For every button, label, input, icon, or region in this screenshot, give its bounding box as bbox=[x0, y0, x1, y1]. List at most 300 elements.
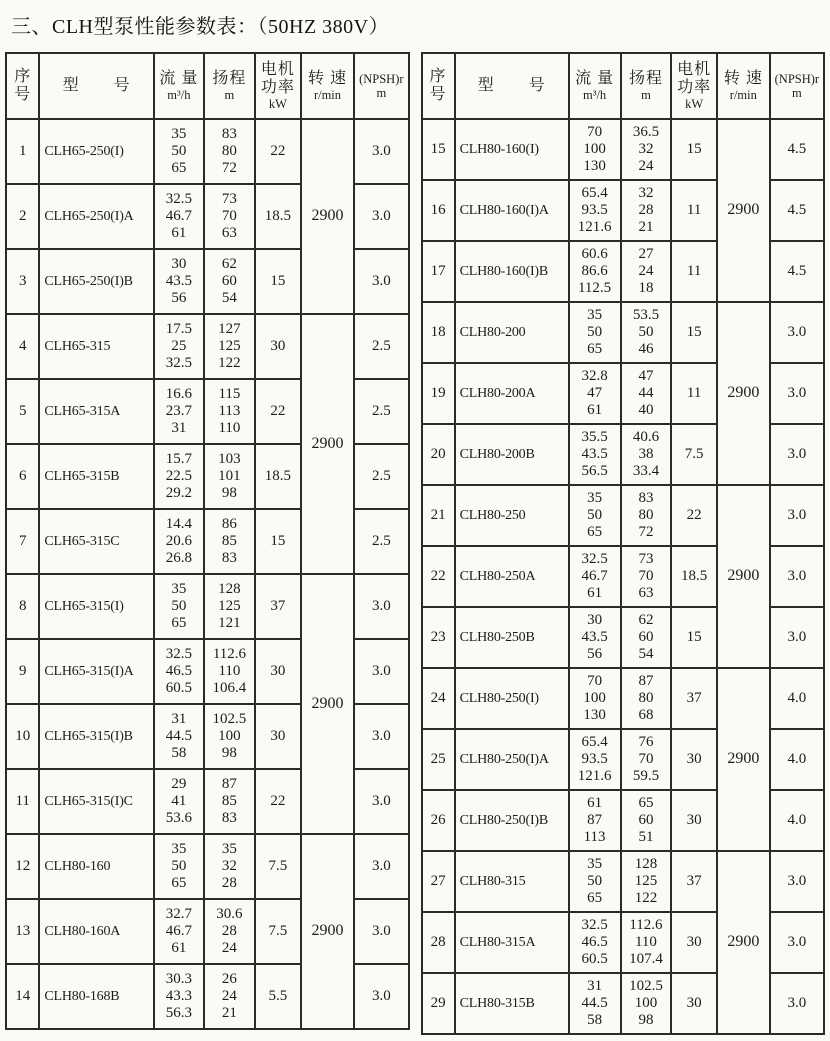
cell-no: 15 bbox=[422, 119, 455, 180]
cell-no: 1 bbox=[6, 119, 39, 184]
header-text: r/min bbox=[729, 87, 757, 102]
value-line: 50 bbox=[587, 323, 603, 340]
value-line: 32 bbox=[638, 184, 654, 201]
cell-head bbox=[204, 444, 255, 509]
cell-flow bbox=[154, 704, 204, 769]
cell-power: 22 bbox=[255, 379, 301, 444]
value-line: 60 bbox=[638, 628, 654, 645]
value-line: 15.7 bbox=[165, 450, 192, 467]
table-row bbox=[6, 314, 409, 379]
cell-flow bbox=[569, 546, 621, 607]
column-header-no bbox=[422, 53, 455, 119]
value-line: 130 bbox=[583, 158, 606, 175]
header-text: 电机 bbox=[677, 60, 712, 78]
value-line: 102.5 bbox=[212, 710, 247, 727]
cell-no: 10 bbox=[6, 704, 39, 769]
cell-flow bbox=[154, 574, 204, 639]
value-line: 70 bbox=[638, 567, 654, 584]
cell-flow bbox=[154, 249, 204, 314]
cell-model: CLH80-315B bbox=[455, 973, 569, 1034]
value-line: 32.5 bbox=[165, 645, 192, 662]
cell-model: CLH80-168B bbox=[39, 964, 153, 1029]
cell-npsh: 3.0 bbox=[770, 363, 824, 424]
value-line: 18 bbox=[638, 280, 654, 297]
value-line: 35 bbox=[221, 840, 237, 857]
cell-npsh: 3.0 bbox=[354, 574, 408, 639]
cell-power: 30 bbox=[255, 704, 301, 769]
value-line: 65 bbox=[587, 890, 603, 907]
header-row bbox=[422, 53, 825, 119]
cell-head bbox=[204, 509, 255, 574]
header-text: 功率 bbox=[677, 78, 712, 96]
header-text: r/min bbox=[313, 87, 342, 102]
cell-npsh: 4.5 bbox=[770, 180, 824, 241]
value-line: 70 bbox=[638, 750, 654, 767]
value-line: 32.7 bbox=[165, 905, 192, 922]
value-line: 44.5 bbox=[581, 994, 608, 1011]
cell-model: CLH80-200B bbox=[455, 424, 569, 485]
table-row bbox=[422, 851, 825, 912]
value-line: 83 bbox=[638, 489, 654, 506]
column-header-speed bbox=[301, 53, 354, 119]
value-line: 46 bbox=[638, 341, 654, 358]
value-line: 121 bbox=[218, 615, 241, 632]
value-line: 93.5 bbox=[581, 750, 608, 767]
value-line: 35 bbox=[587, 306, 603, 323]
value-line: 47 bbox=[587, 384, 603, 401]
cell-flow bbox=[154, 314, 204, 379]
cell-no: 6 bbox=[6, 444, 39, 509]
table-row bbox=[422, 485, 825, 546]
value-line: 29 bbox=[171, 775, 187, 792]
cell-head bbox=[621, 363, 672, 424]
value-line: 35 bbox=[171, 580, 187, 597]
value-line: 44 bbox=[638, 384, 654, 401]
tables-container bbox=[5, 52, 825, 1035]
value-line: 31 bbox=[587, 977, 603, 994]
value-line: 113 bbox=[218, 402, 241, 419]
cell-npsh: 3.0 bbox=[354, 184, 408, 249]
value-line: 98 bbox=[221, 745, 237, 762]
cell-head bbox=[621, 912, 672, 973]
value-line: 53.5 bbox=[632, 306, 660, 323]
cell-model: CLH80-250A bbox=[455, 546, 569, 607]
cell-power: 30 bbox=[671, 790, 717, 851]
cell-model: CLH80-315A bbox=[455, 912, 569, 973]
cell-power: 30 bbox=[671, 912, 717, 973]
value-line: 32 bbox=[638, 140, 654, 157]
value-line: 35.5 bbox=[581, 428, 608, 445]
cell-flow bbox=[569, 607, 621, 668]
cell-power: 30 bbox=[255, 639, 301, 704]
value-line: 22.5 bbox=[165, 467, 192, 484]
cell-head bbox=[204, 769, 255, 834]
cell-model: CLH80-160(I) bbox=[455, 119, 569, 180]
cell-flow bbox=[569, 424, 621, 485]
value-line: 112.6 bbox=[629, 916, 663, 933]
value-line: 56.5 bbox=[581, 463, 608, 480]
value-line: 63 bbox=[221, 225, 237, 242]
header-text: kW bbox=[685, 97, 704, 112]
value-line: 46.7 bbox=[165, 922, 192, 939]
cell-model: CLH80-250 bbox=[455, 485, 569, 546]
value-line: 65 bbox=[587, 524, 603, 541]
value-line: 121.6 bbox=[577, 219, 612, 236]
value-line: 61 bbox=[587, 585, 603, 602]
value-line: 87 bbox=[587, 811, 603, 828]
cell-no: 16 bbox=[422, 180, 455, 241]
value-line: 73 bbox=[221, 190, 237, 207]
value-line: 110 bbox=[218, 662, 241, 679]
cell-no: 19 bbox=[422, 363, 455, 424]
cell-head bbox=[621, 180, 672, 241]
cell-model: CLH65-315B bbox=[39, 444, 153, 509]
value-line: 101 bbox=[218, 467, 241, 484]
cell-head bbox=[204, 119, 255, 184]
value-line: 58 bbox=[587, 1012, 603, 1029]
value-line: 24 bbox=[221, 940, 237, 957]
cell-no: 9 bbox=[6, 639, 39, 704]
cell-flow bbox=[154, 509, 204, 574]
value-line: 35 bbox=[587, 489, 603, 506]
cell-model: CLH65-315(I)C bbox=[39, 769, 153, 834]
cell-flow bbox=[569, 729, 621, 790]
header-text: 电机 bbox=[260, 60, 295, 78]
value-line: 100 bbox=[634, 994, 658, 1011]
value-line: 36.5 bbox=[632, 123, 660, 140]
cell-npsh: 3.0 bbox=[770, 485, 824, 546]
cell-npsh: 3.0 bbox=[354, 899, 408, 964]
header-text: kW bbox=[268, 97, 287, 112]
cell-model: CLH65-315 bbox=[39, 314, 153, 379]
header-text: m bbox=[641, 87, 651, 102]
cell-flow bbox=[569, 851, 621, 912]
value-line: 103 bbox=[218, 450, 241, 467]
cell-npsh: 2.5 bbox=[354, 444, 408, 509]
value-line: 43.3 bbox=[165, 987, 192, 1004]
value-line: 54 bbox=[221, 290, 237, 307]
cell-flow bbox=[569, 790, 621, 851]
value-line: 32.5 bbox=[165, 190, 192, 207]
cell-model: CLH65-315(I)B bbox=[39, 704, 153, 769]
cell-power: 30 bbox=[671, 729, 717, 790]
value-line: 87 bbox=[221, 775, 237, 792]
header-text: 型 号 bbox=[62, 76, 131, 94]
cell-model: CLH65-315C bbox=[39, 509, 153, 574]
cell-power: 15 bbox=[671, 607, 717, 668]
cell-flow bbox=[154, 184, 204, 249]
cell-head bbox=[204, 379, 255, 444]
column-header-flow bbox=[569, 53, 621, 119]
value-line: 60 bbox=[638, 811, 654, 828]
value-line: 83 bbox=[221, 810, 237, 827]
cell-flow bbox=[569, 119, 621, 180]
pump-table-left bbox=[5, 52, 410, 1030]
cell-head bbox=[204, 314, 255, 379]
value-line: 115 bbox=[218, 385, 241, 402]
cell-npsh: 4.5 bbox=[770, 241, 824, 302]
cell-no: 2 bbox=[6, 184, 39, 249]
cell-no: 22 bbox=[422, 546, 455, 607]
header-text: m³/h bbox=[582, 87, 607, 102]
value-line: 61 bbox=[587, 794, 603, 811]
cell-power: 37 bbox=[671, 668, 717, 729]
cell-no: 26 bbox=[422, 790, 455, 851]
cell-power: 15 bbox=[255, 509, 301, 574]
value-line: 112.5 bbox=[577, 280, 612, 297]
value-line: 32 bbox=[221, 857, 237, 874]
value-line: 61 bbox=[171, 940, 187, 957]
value-line: 50 bbox=[171, 857, 187, 874]
header-text: (NPSH)r bbox=[774, 71, 820, 86]
value-line: 128 bbox=[634, 855, 658, 872]
value-line: 113 bbox=[583, 829, 606, 846]
cell-model: CLH80-160 bbox=[39, 834, 153, 899]
header-text: 扬程 bbox=[628, 69, 663, 87]
value-line: 32.5 bbox=[581, 550, 608, 567]
value-line: 80 bbox=[221, 142, 237, 159]
value-line: 125 bbox=[634, 872, 658, 889]
cell-head bbox=[621, 790, 672, 851]
value-line: 32.5 bbox=[165, 355, 192, 372]
cell-model: CLH80-200A bbox=[455, 363, 569, 424]
value-line: 98 bbox=[638, 1012, 654, 1029]
cell-npsh: 3.0 bbox=[770, 851, 824, 912]
cell-speed: 2900 bbox=[301, 314, 354, 574]
value-line: 128 bbox=[218, 580, 241, 597]
value-line: 65 bbox=[638, 794, 654, 811]
header-text: m³/h bbox=[167, 87, 191, 102]
cell-flow bbox=[154, 964, 204, 1029]
value-line: 73 bbox=[638, 550, 654, 567]
cell-model: CLH80-315 bbox=[455, 851, 569, 912]
value-line: 20.6 bbox=[165, 532, 192, 549]
value-line: 24 bbox=[638, 158, 654, 175]
cell-npsh: 3.0 bbox=[354, 639, 408, 704]
value-line: 30 bbox=[171, 255, 187, 272]
value-line: 61 bbox=[171, 225, 187, 242]
cell-no: 17 bbox=[422, 241, 455, 302]
value-line: 50 bbox=[638, 323, 654, 340]
cell-power: 11 bbox=[671, 180, 717, 241]
column-header-flow bbox=[154, 53, 204, 119]
cell-head bbox=[621, 973, 672, 1034]
cell-no: 23 bbox=[422, 607, 455, 668]
cell-model: CLH80-250(I) bbox=[455, 668, 569, 729]
value-line: 17.5 bbox=[165, 320, 192, 337]
cell-head bbox=[621, 119, 672, 180]
value-line: 102.5 bbox=[629, 977, 663, 994]
header-text: 流 量 bbox=[575, 69, 615, 87]
value-line: 54 bbox=[638, 646, 654, 663]
cell-head bbox=[621, 668, 672, 729]
cell-no: 25 bbox=[422, 729, 455, 790]
value-line: 85 bbox=[221, 792, 237, 809]
cell-power: 15 bbox=[671, 302, 717, 363]
cell-flow bbox=[154, 769, 204, 834]
page-title: 三、CLH型泵性能参数表：（50HZ 380V） bbox=[11, 16, 390, 38]
cell-no: 13 bbox=[6, 899, 39, 964]
cell-head bbox=[204, 184, 255, 249]
value-line: 41 bbox=[171, 792, 187, 809]
cell-head bbox=[621, 424, 672, 485]
cell-flow bbox=[569, 302, 621, 363]
cell-flow bbox=[154, 119, 204, 184]
cell-head bbox=[621, 729, 672, 790]
column-header-model bbox=[455, 53, 569, 119]
cell-power: 5.5 bbox=[255, 964, 301, 1029]
cell-npsh: 2.5 bbox=[354, 314, 408, 379]
cell-power: 30 bbox=[671, 973, 717, 1034]
value-line: 56.3 bbox=[165, 1005, 192, 1022]
value-line: 100 bbox=[583, 140, 606, 157]
value-line: 27 bbox=[638, 245, 654, 262]
cell-power: 22 bbox=[671, 485, 717, 546]
cell-npsh: 3.0 bbox=[770, 973, 824, 1034]
header-text: 扬程 bbox=[212, 69, 247, 87]
value-line: 21 bbox=[221, 1005, 237, 1022]
value-line: 80 bbox=[638, 506, 654, 523]
value-line: 23.7 bbox=[165, 402, 192, 419]
cell-flow bbox=[154, 379, 204, 444]
value-line: 76 bbox=[638, 733, 654, 750]
value-line: 70 bbox=[587, 123, 603, 140]
cell-power: 11 bbox=[671, 241, 717, 302]
cell-no: 3 bbox=[6, 249, 39, 314]
value-line: 106.4 bbox=[212, 680, 247, 697]
table-row bbox=[422, 302, 825, 363]
column-header-model bbox=[39, 53, 153, 119]
cell-head bbox=[621, 546, 672, 607]
value-line: 51 bbox=[638, 829, 654, 846]
value-line: 35 bbox=[171, 840, 187, 857]
cell-flow bbox=[154, 639, 204, 704]
value-line: 40 bbox=[638, 402, 654, 419]
value-line: 56 bbox=[171, 290, 187, 307]
value-line: 46.5 bbox=[165, 662, 192, 679]
value-line: 60 bbox=[221, 272, 237, 289]
cell-npsh: 4.0 bbox=[770, 668, 824, 729]
value-line: 33.4 bbox=[632, 463, 660, 480]
value-line: 50 bbox=[171, 142, 187, 159]
value-line: 40.6 bbox=[632, 428, 660, 445]
value-line: 61 bbox=[587, 402, 603, 419]
header-text: 号 bbox=[14, 86, 32, 103]
cell-npsh: 4.5 bbox=[770, 119, 824, 180]
cell-head bbox=[621, 851, 672, 912]
value-line: 72 bbox=[221, 160, 237, 177]
value-line: 65 bbox=[587, 341, 603, 358]
column-header-power bbox=[671, 53, 717, 119]
cell-flow bbox=[569, 973, 621, 1034]
cell-no: 7 bbox=[6, 509, 39, 574]
header-text: 功率 bbox=[260, 78, 295, 96]
cell-npsh: 3.0 bbox=[354, 249, 408, 314]
value-line: 29.2 bbox=[165, 485, 192, 502]
cell-power: 11 bbox=[671, 363, 717, 424]
cell-power: 15 bbox=[255, 249, 301, 314]
cell-no: 14 bbox=[6, 964, 39, 1029]
cell-npsh: 3.0 bbox=[354, 704, 408, 769]
cell-model: CLH65-315A bbox=[39, 379, 153, 444]
cell-head bbox=[204, 964, 255, 1029]
value-line: 43.5 bbox=[581, 445, 608, 462]
value-line: 112.6 bbox=[212, 645, 247, 662]
cell-model: CLH80-250(I)A bbox=[455, 729, 569, 790]
value-line: 65.4 bbox=[581, 733, 608, 750]
cell-head bbox=[204, 899, 255, 964]
cell-flow bbox=[569, 485, 621, 546]
value-line: 130 bbox=[583, 707, 606, 724]
table-row bbox=[422, 668, 825, 729]
cell-speed: 2900 bbox=[717, 302, 770, 485]
value-line: 65 bbox=[171, 875, 187, 892]
cell-flow bbox=[569, 912, 621, 973]
cell-head bbox=[621, 485, 672, 546]
cell-npsh: 3.0 bbox=[770, 546, 824, 607]
column-header-head bbox=[204, 53, 255, 119]
cell-no: 12 bbox=[6, 834, 39, 899]
cell-power: 7.5 bbox=[671, 424, 717, 485]
value-line: 30.3 bbox=[165, 970, 192, 987]
value-line: 24 bbox=[221, 987, 237, 1004]
cell-flow bbox=[569, 363, 621, 424]
value-line: 125 bbox=[218, 337, 241, 354]
value-line: 35 bbox=[587, 855, 603, 872]
cell-flow bbox=[154, 899, 204, 964]
value-line: 86 bbox=[221, 515, 237, 532]
cell-head bbox=[621, 302, 672, 363]
value-line: 43.5 bbox=[165, 272, 192, 289]
table-row bbox=[6, 119, 409, 184]
value-line: 46.5 bbox=[581, 933, 608, 950]
cell-model: CLH80-250B bbox=[455, 607, 569, 668]
cell-power: 18.5 bbox=[671, 546, 717, 607]
value-line: 127 bbox=[218, 320, 241, 337]
value-line: 110 bbox=[634, 933, 657, 950]
value-line: 98 bbox=[221, 485, 237, 502]
cell-speed: 2900 bbox=[717, 119, 770, 302]
cell-model: CLH80-160(I)B bbox=[455, 241, 569, 302]
header-text: m bbox=[376, 86, 387, 100]
cell-head bbox=[621, 241, 672, 302]
cell-no: 5 bbox=[6, 379, 39, 444]
value-line: 60.5 bbox=[581, 951, 608, 968]
value-line: 46.7 bbox=[581, 567, 608, 584]
value-line: 32.8 bbox=[581, 367, 608, 384]
header-text: (NPSH)r bbox=[359, 71, 404, 86]
header-text: 序 bbox=[429, 67, 447, 85]
value-line: 38 bbox=[638, 445, 654, 462]
value-line: 65 bbox=[171, 615, 187, 632]
cell-npsh: 2.5 bbox=[354, 379, 408, 444]
column-header-power bbox=[255, 53, 301, 119]
cell-no: 28 bbox=[422, 912, 455, 973]
column-header-head bbox=[621, 53, 672, 119]
cell-flow bbox=[569, 180, 621, 241]
value-line: 80 bbox=[638, 689, 654, 706]
value-line: 70 bbox=[221, 207, 237, 224]
cell-power: 15 bbox=[671, 119, 717, 180]
cell-model: CLH80-200 bbox=[455, 302, 569, 363]
cell-power: 22 bbox=[255, 119, 301, 184]
value-line: 93.5 bbox=[581, 201, 608, 218]
cell-npsh: 3.0 bbox=[354, 834, 408, 899]
cell-head bbox=[621, 607, 672, 668]
cell-speed: 2900 bbox=[301, 834, 354, 1029]
cell-speed: 2900 bbox=[301, 574, 354, 834]
cell-npsh: 3.0 bbox=[354, 119, 408, 184]
